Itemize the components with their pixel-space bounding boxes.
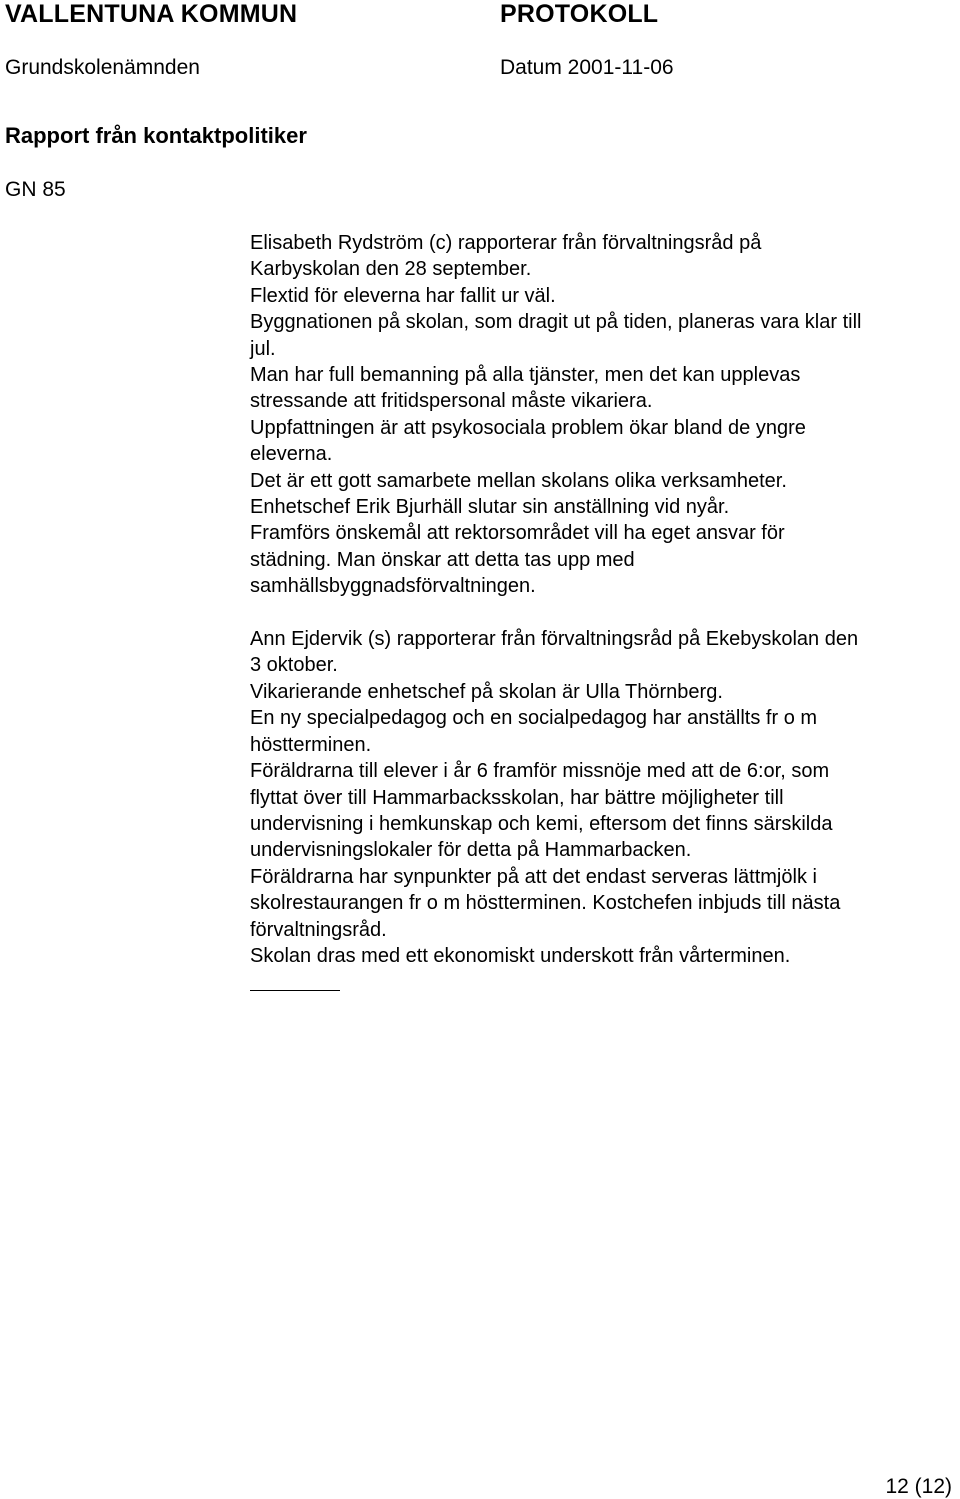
report-line: Framförs önskemål att rektorsområdet vill ha eget ansvar för [250, 522, 785, 545]
report-line: Uppfattningen är att psykosociala problem ökar bland de yngre [250, 416, 806, 439]
report-line: flyttat över till Hammarbacksskolan, har bättre möjligheter till [250, 786, 784, 809]
report-line: Skolan dras med ett ekonomiskt underskott från vårterminen. [250, 944, 791, 967]
report-line: undervisning i hemkunskap och kemi, eftersom det finns särskilda [250, 812, 833, 835]
report-line: Elisabeth Rydström (c) rapporterar från förvaltningsråd på [250, 232, 762, 254]
report-line: jul. [250, 337, 276, 360]
report-line: skolrestaurangen fr o m höstterminen. Kostchefen inbjuds till nästa [250, 892, 841, 915]
report-line: Vikarierande enhetschef på skolan är Ulla Thörnberg. [250, 680, 723, 703]
report-line: Föräldrarna till elever i år 6 framför missnöje med att de 6:or, som [250, 760, 830, 783]
report-line: Det är ett gott samarbete mellan skolans olika verksamheter. [250, 469, 787, 492]
report-line: förvaltningsråd. [250, 918, 387, 941]
report-body [250, 230, 950, 969]
end-of-section-rule [250, 990, 340, 991]
document-date: Datum 2001-11-06 [500, 56, 674, 79]
report-line: Karbyskolan den 28 september. [250, 258, 532, 281]
section-title: Rapport från kontaktpolitiker [5, 123, 307, 148]
report-line: höstterminen. [250, 733, 372, 756]
report-line: Flextid för eleverna har fallit ur väl. [250, 284, 556, 307]
report-line: Man har full bemanning på alla tjänster, men det kan upplevas [250, 364, 801, 387]
report-line: Föräldrarna har synpunkter på att det endast serveras lättmjölk i [250, 865, 817, 888]
report-line: stressande att fritidspersonal måste vikariera. [250, 390, 653, 413]
report-line: En ny specialpedagog och en socialpedagog har anställts fr o m [250, 707, 818, 730]
report-line: städning. Man önskar att detta tas upp med [250, 548, 635, 571]
report-karbyskolan [250, 230, 950, 600]
municipality-name: VALLENTUNA KOMMUN [5, 0, 298, 28]
page-number: 12 (12) [885, 1475, 952, 1498]
report-line: 3 oktober. [250, 654, 338, 677]
report-line: Ann Ejdervik (s) rapporterar från förvaltningsråd på Ekebyskolan den [250, 628, 859, 651]
committee-name: Grundskolenämnden [5, 56, 200, 79]
report-line: undervisningslokaler för detta på Hammarbacken. [250, 839, 692, 862]
report-line: eleverna. [250, 443, 333, 466]
document-type: PROTOKOLL [500, 0, 659, 28]
report-line: Byggnationen på skolan, som dragit ut på tiden, planeras vara klar till [250, 311, 862, 334]
report-line: Enhetschef Erik Bjurhäll slutar sin anställning vid nyår. [250, 496, 730, 519]
paragraph-spacer [250, 600, 950, 626]
report-ekebyskolan [250, 626, 950, 969]
report-line: samhällsbyggnadsförvaltningen. [250, 575, 536, 598]
paragraph-id: GN 85 [5, 178, 66, 201]
